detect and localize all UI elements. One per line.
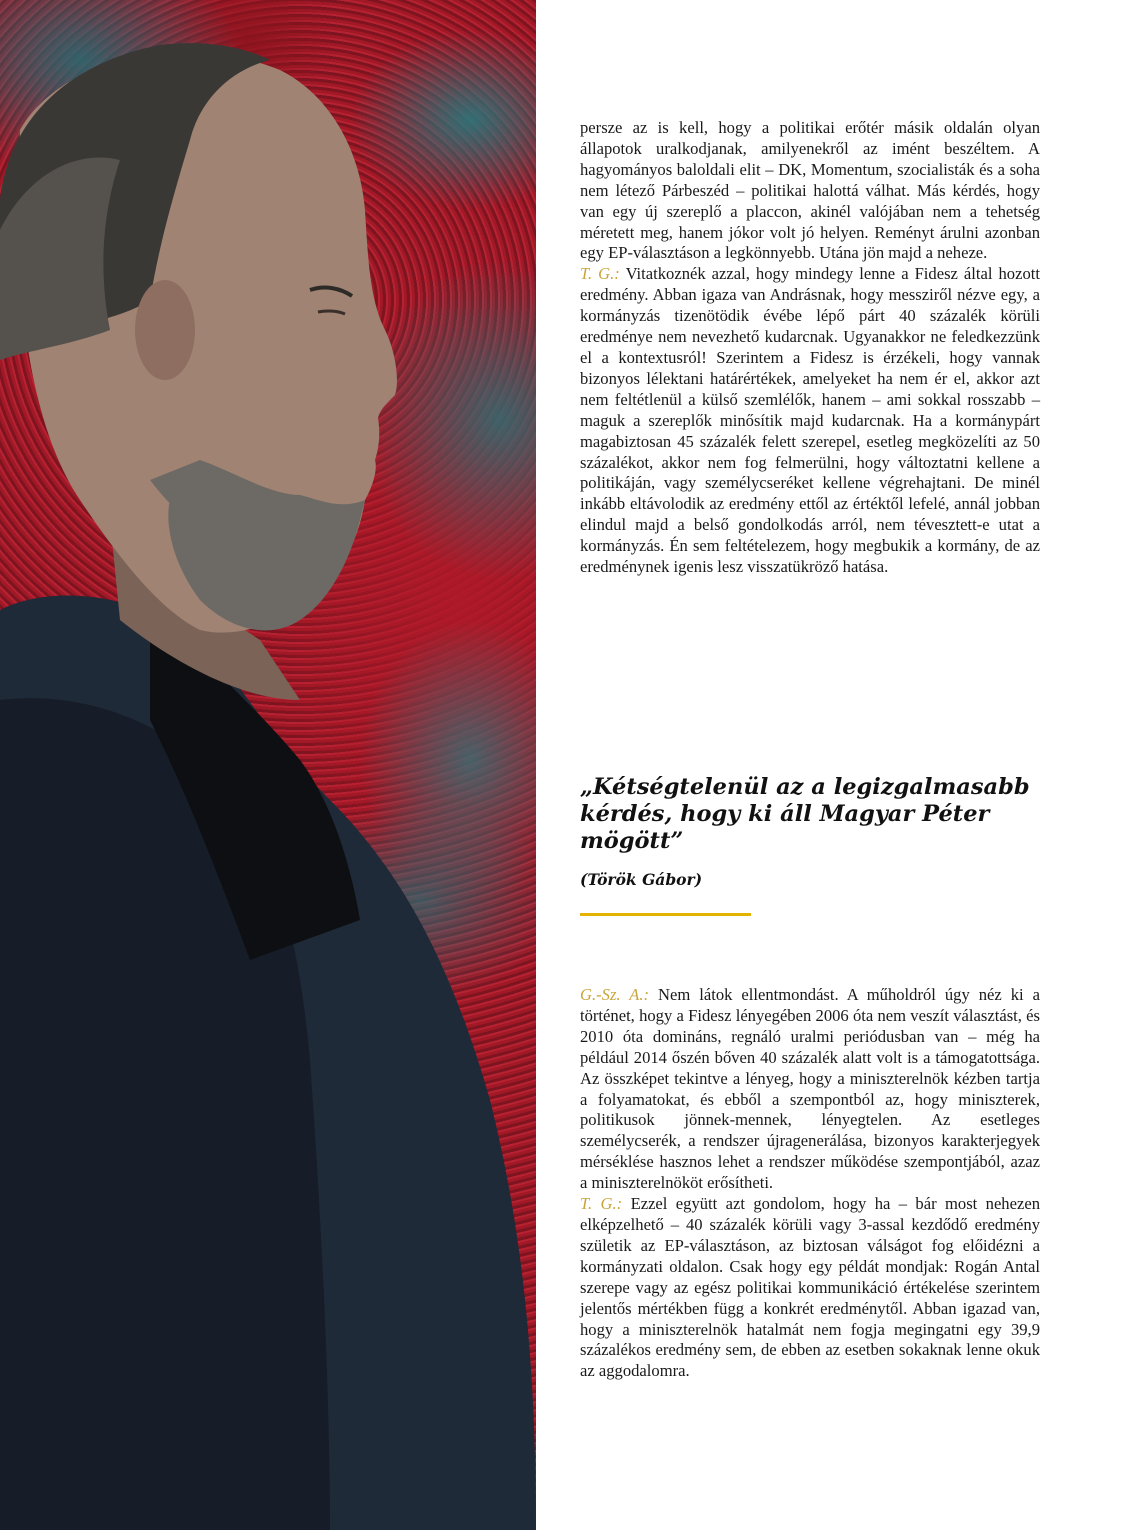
speaker-label: T. G.:	[580, 264, 620, 284]
paragraph-2	[580, 264, 1040, 578]
speaker-label: G.-Sz. A.:	[580, 985, 650, 1004]
pull-quote-rule	[580, 913, 751, 916]
man-profile-silhouette	[0, 0, 536, 1530]
pull-quote-author: (Török Gábor)	[580, 870, 703, 889]
pull-quote: „Kétségtelenül az a legizgalmasabb kérdés, hogy ki áll Magyar Péter mögött”	[580, 774, 1030, 854]
paragraph-3-text: Nem látok ellentmondást. A műholdról úgy néz ki a történet, hogy a Fidesz lényegében 2006 óta nem veszít választást, és 2010 óta domináns, regnáló uralmi periódusban van – még ha például 2014 őszén bőven 40 százalék alatt volt is a támogatottsága. Az összképet tekintve a lényeg, hogy a miniszterelnök kézben tartja a folyamatokat, és ebből a szempontból az, hogy miniszterek, politikusok jönnek-mennek, lényegtelen. Az esetleges személycserék, a rendszer újragenerálása, bizonyos karakterjegyek mérséklése hasznos lehet a rendszer működése szempontjából, azaz a miniszterelnököt erősítheti.	[580, 985, 1040, 1193]
paragraph-1: persze az is kell, hogy a politikai erőtér másik oldalán olyan állapotok uralkodjanak, amilyenekről az imént beszéltem. A hagyományos baloldali elit – DK, Momentum, szocialisták és a soha nem létező Párbeszéd – politikai halottá válhat. Más kérdés, hogy van egy új szereplő a placcon, akinél valójában nem a tehetség méretett meg, hanem jókor volt jó helyen. Reményt árulni azonban egy EP-választáson a legkönnyebb. Utána jön majd a neheze.	[580, 118, 1040, 263]
paragraph-2-text: Vitatkoznék azzal, hogy mindegy lenne a Fidesz által hozott eredmény. Abban igaza van Andrásnak, hogy messziről nézve egy, a kormányzás tizenötödik évébe lépő párt 40 százalék körüli eredménye nem nevezhető kudarcnak. Ugyanakkor ne feledkezzünk el a kontextusról! Szerintem a Fidesz is érzékeli, hogy vannak bizonyos lélektani határértékek, amelyeket ha nem ér el, akkor azt nem feltétlenül a külső szemlélők, hanem – ami sokkal rosszabb – maguk a szereplők minősítik majd kudarcnak. Ha a kormánypárt magabiztosan 45 százalék felett szerepel, esetleg megközelíti az 50 százalékot, akkor nem fog felmerülni, hogy változtatni kellene a politikáján, vagy személycseréket kellene végrehajtani. De minél inkább eltávolodik az eredmény ettől az értéktől lefelé, annál jobban elindul majd a belső gondolkodás arról, nem tévesztett-e utat a kormányzás. Én sem feltételezem, hogy megbukik a kormány, de az eredménynek igenis lesz visszatükröző hatása.	[580, 264, 1040, 577]
speaker-label: T. G.:	[580, 1194, 623, 1214]
paragraph-4	[580, 1194, 1040, 1382]
paragraph-3	[580, 985, 1040, 1194]
article-text-column-top	[580, 118, 1040, 578]
article-text-column-bottom	[580, 985, 1040, 1382]
portrait-photo	[0, 0, 536, 1530]
paragraph-4-text: Ezzel együtt azt gondolom, hogy ha – bár most nehezen elképzelhető – 40 százalék körüli vagy 3-assal kezdődő eredmény születik az EP-választáson, az biztosan válságot fog előidézni a kormányzati oldalon. Csak hogy egy példát mondjak: Rogán Antal szerepe vagy az egész politikai kommunikáció értékelése szerintem jelentős mértékben függ a konkrét eredménytől. Abban igazad van, hogy a miniszterelnök hatalmát nem fogja megingatni egy 39,9 százalékos eredmény sem, de ebben az esetben sokaknak lenne okuk az aggodalomra.	[580, 1194, 1040, 1381]
